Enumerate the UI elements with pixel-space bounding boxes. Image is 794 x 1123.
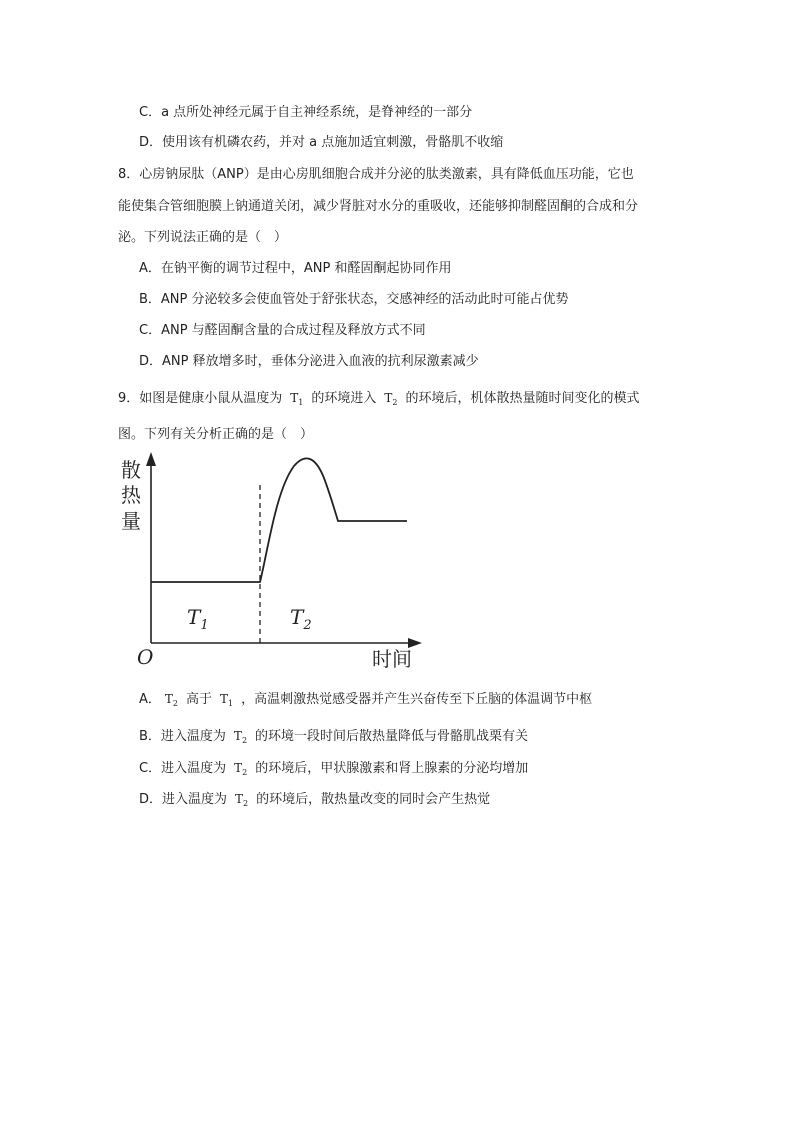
region-label-t1: $T_1$ <box>187 605 209 633</box>
origin-label: O <box>137 645 154 669</box>
y-axis-arrow <box>146 452 156 466</box>
y-axis-label-char-2: 热 <box>121 483 141 507</box>
q8-option-b: B．ANP 分泌较多会使血管处于舒张状态，交感神经的活动此时可能占优势 <box>139 292 569 307</box>
q9-option-c: C．进入温度为 $T_2$ 的环境后，甲状腺激素和肾上腺素的分泌均增加 <box>139 761 529 777</box>
region-label-t2: $T_2$ <box>290 605 312 633</box>
heat-dissipation-chart <box>110 450 430 680</box>
q9-stem-line-1: 9．如图是健康小鼠从温度为 $T_1$ 的环境进入 $T_2$ 的环境后，机体散热量随时间变化的模式 <box>118 391 640 407</box>
x-axis-label: 时间 <box>372 647 412 671</box>
q8-stem-line-2: 能使集合管细胞膜上钠通道关闭，减少肾脏对水分的重吸收，还能够抑制醛固酮的合成和分 <box>118 199 639 214</box>
q8-option-c: C．ANP 与醛固酮含量的合成过程及释放方式不同 <box>139 323 426 338</box>
y-axis-label-char-3: 量 <box>121 509 141 533</box>
q9-option-a: A． $T_2$ 高于 $T_1$ ，高温刺激热觉感受器并产生兴奋传至下丘脑的体温调节中枢 <box>139 692 593 708</box>
q7-option-d: D．使用该有机磷农药，并对 a 点施加适宜刺激，骨骼肌不收缩 <box>139 135 504 150</box>
q9-option-d: D．进入温度为 $T_2$ 的环境后，散热量改变的同时会产生热觉 <box>139 792 491 808</box>
q8-option-d: D．ANP 释放增多时，垂体分泌进入血液的抗利尿激素减少 <box>139 354 479 369</box>
q8-option-a: A．在钠平衡的调节过程中，ANP 和醛固酮起协同作用 <box>139 261 452 276</box>
q8-stem-line-3: 泌。下列说法正确的是（ ） <box>118 230 288 245</box>
q9-stem-line-2: 图。下列有关分析正确的是（ ） <box>118 427 314 442</box>
q8-stem-line-1: 8．心房钠尿肽（ANP）是由心房肌细胞合成并分泌的肽类激素，具有降低血压功能，它也 <box>118 167 634 182</box>
heat-curve <box>151 458 407 582</box>
y-axis-label-char-1: 散 <box>121 458 141 482</box>
q7-option-c: C．a 点所处神经元属于自主神经系统，是脊神经的一部分 <box>139 105 473 120</box>
q9-option-b: B．进入温度为 $T_2$ 的环境一段时间后散热量降低与骨骼肌战栗有关 <box>139 729 529 745</box>
